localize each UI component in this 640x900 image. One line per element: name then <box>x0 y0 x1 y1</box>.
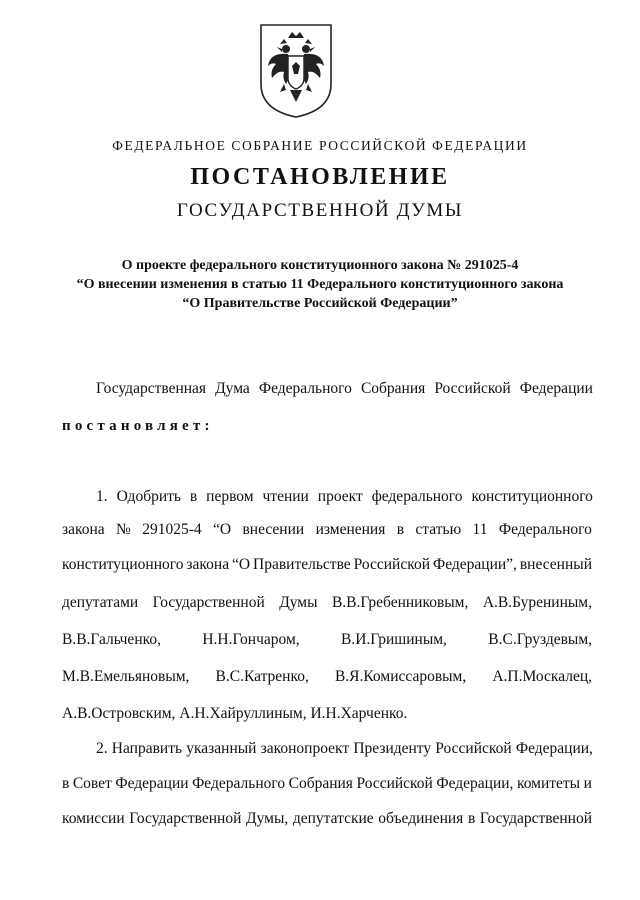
word: Российской <box>353 556 431 573</box>
word: депутатами <box>62 594 139 611</box>
word: Государственной <box>152 594 265 611</box>
word: Государственной <box>479 810 592 827</box>
body-line <box>62 556 592 574</box>
preamble-line <box>96 380 593 398</box>
word: 291025-4 <box>142 521 202 538</box>
word: в <box>189 488 198 505</box>
word: конституционного <box>471 488 593 505</box>
word: Федерации <box>519 380 593 397</box>
word: в <box>396 521 405 538</box>
word: Н.Н.Гончаром, <box>202 631 300 648</box>
word: Собрания <box>360 380 426 397</box>
word: комитеты <box>516 775 581 792</box>
word: Собрания <box>288 775 353 792</box>
word: В.С.Катренко, <box>215 668 309 685</box>
word: Федерации”, <box>432 556 517 573</box>
word: депутатские <box>292 810 374 827</box>
word: закона <box>62 521 105 538</box>
body-line <box>62 668 592 686</box>
body-line <box>62 631 592 649</box>
word: проект <box>317 488 363 505</box>
word: объединения <box>378 810 464 827</box>
word: Федерации, <box>436 775 514 792</box>
word: статью <box>415 521 462 538</box>
word: М.В.Емельяновым, <box>62 668 190 685</box>
word: в <box>62 775 70 792</box>
document-subtitle: ГОСУДАРСТВЕННОЙ ДУМЫ <box>176 200 464 221</box>
body-line <box>62 775 592 793</box>
word: и <box>583 775 592 792</box>
word: А.П.Москалец, <box>492 668 592 685</box>
document-title: ПОСТАНОВЛЕНИЕ <box>190 164 450 190</box>
word: Российской <box>435 740 512 757</box>
word: Федерального <box>258 380 352 397</box>
body-line <box>62 594 592 612</box>
word: Дума <box>215 380 250 397</box>
word: указанный <box>186 740 257 757</box>
word: 2. <box>96 740 108 757</box>
word: В.С.Груздевым, <box>488 631 592 648</box>
word: чтении <box>262 488 309 505</box>
word: Федерального <box>498 521 592 538</box>
word: законопроект <box>260 740 350 757</box>
word: федерального <box>371 488 463 505</box>
heading-line: О проекте федерального конституционного закона № 291025-4 <box>121 258 519 273</box>
word: Российской <box>434 380 511 397</box>
body-line <box>96 740 593 758</box>
word: В.Я.Комиссаровым, <box>334 668 467 685</box>
word: “О <box>213 521 232 538</box>
word: Одобрить <box>116 488 181 505</box>
word: в <box>467 810 476 827</box>
body-line <box>62 521 592 539</box>
word: Думы, <box>246 810 289 827</box>
word: Направить <box>111 740 183 757</box>
coat-of-arms-emblem <box>258 22 334 120</box>
word: внесении <box>242 521 305 538</box>
word: Федерации <box>115 775 189 792</box>
resolves-word: постановляет: <box>62 418 214 434</box>
word: первом <box>206 488 254 505</box>
word: изменения <box>315 521 386 538</box>
heading-line: “О Правительстве Российской Федерации” <box>182 296 458 311</box>
word: № <box>116 521 131 538</box>
word: Российской <box>356 775 433 792</box>
word: “О <box>232 556 251 573</box>
word: В.И.Гришиным, <box>341 631 447 648</box>
word: 11 <box>472 521 488 538</box>
word: комиссии <box>62 810 125 827</box>
word: конституционного <box>62 556 184 573</box>
word: Государственной <box>129 810 242 827</box>
word: В.В.Гальченко, <box>62 631 161 648</box>
word: Думы <box>279 594 318 611</box>
body-line <box>62 810 592 828</box>
word: В.В.Гребенниковым, <box>331 594 469 611</box>
word: закона <box>186 556 230 573</box>
document-heading <box>40 256 600 313</box>
word: Государственная <box>96 380 207 397</box>
word: Федерального <box>192 775 286 792</box>
word: Федерации, <box>515 740 593 757</box>
word: Совет <box>72 775 112 792</box>
heading-line: “О внесении изменения в статью 11 Федерального конституционного закона <box>76 277 564 292</box>
word: Президенту <box>353 740 432 757</box>
word: 1. <box>96 488 108 505</box>
org-name: ФЕДЕРАЛЬНОЕ СОБРАНИЕ РОССИЙСКОЙ ФЕДЕРАЦИИ <box>112 138 528 153</box>
body-line <box>96 488 593 506</box>
word: внесенный <box>519 556 592 573</box>
body-line: А.В.Островским, А.Н.Хайруллиным, И.Н.Харченко. <box>62 705 408 722</box>
word: Правительстве <box>253 556 351 573</box>
word: А.В.Бурениным, <box>482 594 592 611</box>
